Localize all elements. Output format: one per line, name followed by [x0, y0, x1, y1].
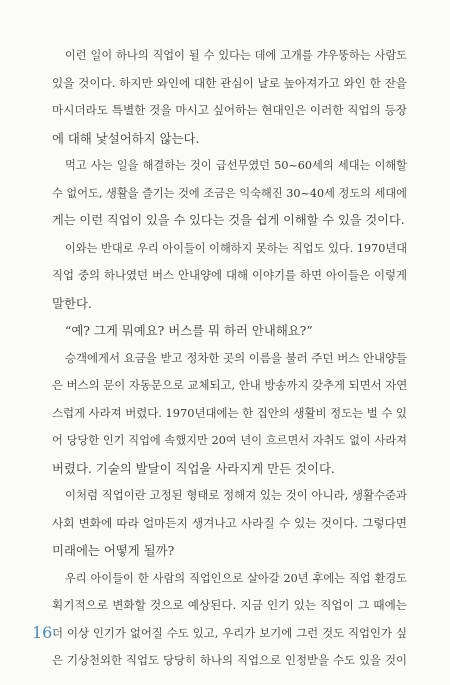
text-line: 마시더라도 특별한 것을 마시고 싶어하는 현대인은 이러한 직업의 등장 — [52, 103, 407, 117]
body-text — [52, 42, 407, 675]
page-number: 16 — [32, 623, 53, 642]
text-line: 먹고 사는 일을 해결하는 것이 급선무였던 50~60세의 세대는 이해할 — [65, 159, 407, 172]
text-line: 말한다. — [52, 295, 92, 311]
text-line: 스럽게 사라져 버렸다. 1970년대에는 한 집안의 생활비 정도는 벌 수 있 — [52, 405, 407, 420]
text-line: 승객에게서 요금을 받고 정차한 곳의 이름을 불러 주던 버스 안내양들 — [65, 350, 407, 365]
text-line: 있을 것이다. 하지만 와인에 대한 관심이 날로 높아져가고 와인 한 잔을 — [52, 75, 407, 90]
text-line: 이와는 반대로 우리 아이들이 이해하지 못하는 직업도 있다. 1970년대 — [65, 241, 407, 255]
text-line: 수 없어도, 생활을 즐기는 것에 조금은 익숙해진 30~40세 정도의 세대에 — [52, 186, 407, 200]
text-line: 게는 이런 직업이 있을 수 있다는 것을 쉽게 이해할 수 있을 것이다. — [52, 213, 405, 227]
text-line: 에 대해 낯설어하지 않는다. — [52, 130, 200, 146]
text-line: 어 당당한 인기 직업에 속했지만 20여 년이 흐르면서 자취도 없이 사라져 — [52, 434, 407, 447]
text-line: 은 기상천외한 직업도 당당히 하나의 직업으로 인정받을 수도 있을 것이 — [52, 653, 407, 667]
text-line: 직업 중의 하나였던 버스 안내양에 대해 이야기를 하면 아이들은 이렇게 — [52, 268, 407, 282]
text-line: 미래에는 어떻게 될까? — [52, 543, 175, 558]
text-line: 우리 아이들이 한 사람의 직업인으로 살아갈 20년 후에는 직업 환경도 — [65, 571, 407, 585]
text-line: 이런 일이 하나의 직업이 될 수 있다는 데에 고개를 갸우뚱하는 사람도 — [65, 49, 407, 62]
text-line: 사회 변화에 따라 얼마든지 생겨나고 사라질 수 있는 것이다. 그렇다면 — [52, 515, 407, 530]
text-line: “예? 그게 뭐예요? 버스를 뭐 하러 안내해요?” — [65, 323, 313, 338]
text-line: 더 이상 인기가 없어질 수도 있고, 우리가 보기에 그런 것도 직업인가 싶 — [52, 625, 407, 640]
text-line: 이처럼 직업이란 고정된 형태로 정해져 있는 것이 아니라, 생활수준과 — [65, 488, 407, 502]
text-line: 버렸다. 기술의 발달이 직업을 사라지게 만든 것이다. — [52, 460, 335, 476]
text-line: 획기적으로 변화할 것으로 예상된다. 지금 인기 있는 직업이 그 때에는 — [52, 598, 407, 612]
text-line: 은 버스의 문이 자동문으로 교체되고, 안내 방송까지 갖추게 되면서 자연 — [52, 378, 407, 392]
